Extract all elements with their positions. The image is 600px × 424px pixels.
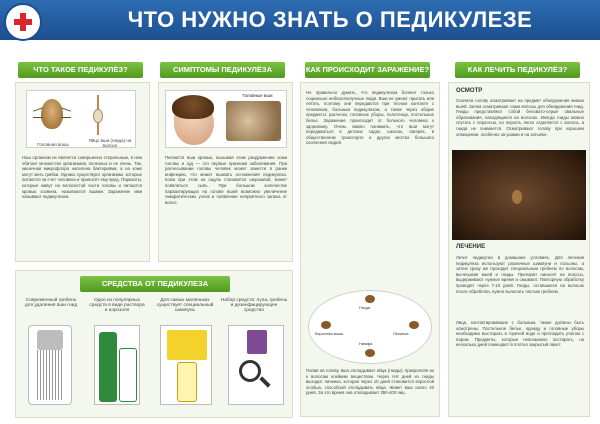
- life-cycle-diagram: [308, 290, 432, 364]
- children-shampoo-image: [160, 325, 212, 405]
- shampoo-bottle: [177, 362, 197, 402]
- cycle-adult-icon: [321, 321, 331, 329]
- infection-text-bottom: Попав на голову, вша откладывает яйца (гниды), прикрепляя их к волосам клейким веществом. Через 6-8 дней из гниды выходит личинка, которая через 10 дней становится взрослой особью, способной откладывать яйца. Живет вша около 40 дней. За это время она откладывает 350-400 яиц.: [306, 368, 434, 396]
- cycle-label-larva: Личинка: [393, 331, 409, 336]
- scalp-inspection-image: [452, 150, 586, 240]
- cycle-nymph-icon: [365, 349, 375, 357]
- section-what-title: ЧТО ТАКОЕ ПЕДИКУЛЁЗ?: [18, 62, 143, 78]
- red-cross-icon: [14, 13, 32, 31]
- louse-caption: Головная вошь: [37, 142, 69, 147]
- magnifier-icon: [239, 360, 261, 382]
- comb-teeth: [37, 350, 63, 400]
- louse-on-hair-icon: [512, 190, 522, 204]
- section-infection-title: КАК ПРОИСХОДИТ ЗАРАЖЕНИЕ?: [305, 62, 430, 78]
- inspection-text: Сначала голову осматривают на предмет обнаружения живых вшей. Затем осматривают сами волосы для обнаружения гнид. Гниды представляют собой беловато-серые овальные образования, находящиеся на волосах. Иногда гниды можно спутать с перхотью, но перхоть легко отделяется с волоса, а гнида не снимается. Осматривают голову при хорошем освещении, особенно за ушами и на затылке.: [456, 98, 584, 137]
- kit-image: [228, 325, 284, 405]
- cycle-label-nymph: Нимфа: [359, 341, 373, 346]
- remedy-label-1: Современный гребень для удаления вши гнид: [24, 298, 78, 308]
- lice-closeup-image: [226, 101, 281, 141]
- comb-handle: [37, 330, 63, 350]
- nit-icon: [93, 109, 103, 123]
- remedy-label-2: Одно из популярных средств в виде раствора и аэрозоля: [89, 298, 145, 313]
- solution-aerosol-image: [94, 325, 140, 405]
- treatment-text-2: Лица, контактировавшие с больным, также должны быть осмотрены. Постельное белье, одежду и головные уборы необходимо выстирать в горячей воде и прогладить утюгом с паром. Предметы, которые невозможно постирать, на несколько дней помещают в плотно закрытый пакет.: [456, 320, 584, 348]
- solution-bottle: [119, 348, 137, 402]
- symptoms-illustration: [165, 90, 287, 148]
- symptoms-text: Питаются вши кровью, вызывая этим раздражение кожи головы и зуд — это первые признаки заболевания. При расчесывании головы человек может занести в ранки инфекцию, что может вызвать осложнения педикулеза. Кожа при этом на ощупь становится шершавой, может появляться сыпь. При большом количестве паразитирующих на голове вшей возможно увеличение лимфатических узлов и появление неприятного запаха от волос.: [165, 155, 287, 205]
- comb-image: [28, 325, 72, 405]
- cycle-label-adult: Взрослая вошь: [315, 331, 344, 336]
- louse-icon: [41, 99, 63, 129]
- lice-caption: Головные вши: [242, 93, 273, 98]
- what-text: Наш организм не является совершенно стерильным, в нем обитает множество организмов, полезных и не очень. Так, кишечная микрофлора населена бактериями, а на коже могут жить грибки. Однако существуют организмы, которые питаются за счет человека и приносят ему вред. Паразиты, которые живут на волосистой части головы и питаются кровью хозяина, называются вшами. Заражение ими называют педикулезом.: [22, 155, 142, 200]
- page-title: ЧТО НУЖНО ЗНАТЬ О ПЕДИКУЛЕЗЕ: [127, 7, 533, 32]
- cycle-egg-icon: [365, 295, 375, 303]
- medical-cross-logo: [4, 3, 42, 41]
- hair-image: [172, 95, 214, 119]
- section-symptoms-title: СИМПТОМЫ ПЕДИКУЛЁЗА: [160, 62, 285, 78]
- remedies-title: СРЕДСТВА ОТ ПЕДИКУЛЕЗА: [80, 276, 230, 292]
- remedy-label-4: Набор средств: лупа, гребень и дезинфицирующее средство: [220, 298, 288, 313]
- treatment-title: ЛЕЧЕНИЕ: [456, 244, 486, 250]
- treatment-text: Лечит педикулез в домашних условиях. Для лечения педикулеза используют различные шампуни и лосьоны, а затем сразу же проходит специальным гребнем по волосам, вычесывая вшей и гниды. Препарат наносят на волосы, выдерживают нужное время и смывают. Повторную обработку проводят через 7-10 дней. Гниды, оставшиеся на волосах после обработки, нужно вычесать частым гребнем.: [456, 255, 584, 294]
- kit-box: [247, 330, 267, 354]
- cycle-larva-icon: [409, 321, 419, 329]
- section-treatment-title: КАК ЛЕЧИТЬ ПЕДИКУЛЁЗ?: [455, 62, 580, 78]
- remedy-label-3: Для самых маленьких существует специальный шампунь: [156, 298, 214, 313]
- inspection-title: ОСМОТР: [456, 88, 483, 94]
- page-header: [0, 0, 600, 40]
- infection-text-top: Не правильно думать, что педикулезом болеют только социально неблагополучные люди. Вши не умеют прыгать или летать, поэтому они передаются при тесном контакте с человеком, больным педикулезом, а также через общие предметы: расчески, головные уборы, полотенца, постельное белье. Заражение происходит от больного человека к здоровому. Очень важно понимать, что вши могут передаваться в детских садах, школах, лагерях, в общественном транспорте и других местах большого скопления людей.: [306, 90, 434, 146]
- shampoo-box: [167, 330, 207, 360]
- aerosol-bottle: [99, 332, 117, 402]
- nit-caption: Яйцо вши (гнида) на волосе: [88, 138, 132, 148]
- cycle-label-egg: Гнида: [359, 305, 370, 310]
